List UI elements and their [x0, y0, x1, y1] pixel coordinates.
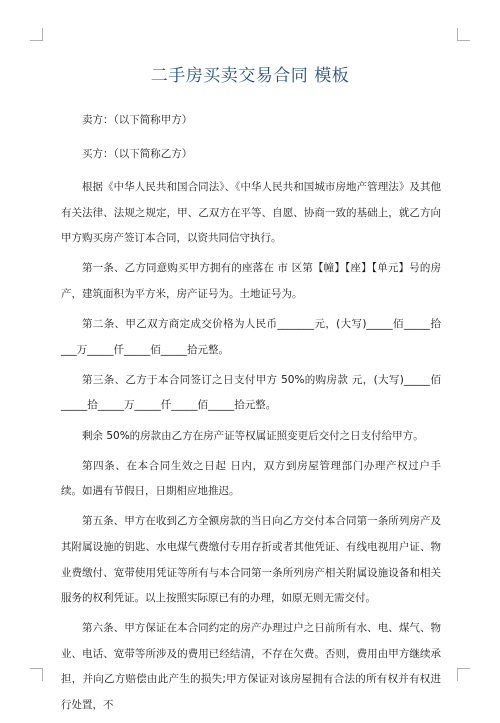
article-1: 第一条、乙方同意购买甲方拥有的座落在 市 区第【幢】【座】【单元】号的房产，建筑面积为平方米，房产证号为。土地证号为。	[61, 262, 441, 301]
crop-mark-top-left	[30, 28, 43, 41]
document-title: 二手房买卖交易合同 模板	[150, 66, 350, 86]
crop-mark-top-right	[457, 28, 470, 41]
article-3: 第三条、乙方于本合同签订之日支付甲方 50%的购房款 元，(大写)_____佰_____拾_____万_____仟_____佰_____拾元整。	[61, 373, 441, 412]
remaining-payment-paragraph: 剩余 50%的房款由乙方在房产证等权属证照变更后交付之日支付给甲方。	[82, 429, 424, 442]
crop-mark-bottom-right	[457, 668, 470, 681]
crop-mark-bottom-left	[30, 668, 43, 681]
document-body	[61, 108, 441, 723]
article-6: 第六条、甲方保证在本合同约定的房产办理过户之日前所有水、电、煤气、物业、电话、宽带等所涉及的费用已经结清，不存在欠费。否则，费用由甲方继续承担，并向乙方赔偿由此产生的损失;甲方保证对该房屋拥有合法的所有权并有权进行处置，不	[61, 622, 441, 711]
buyer-line: 买方：（以下简称乙方）	[82, 147, 193, 160]
article-2: 第二条、甲乙双方商定成交价格为人民币_______元，(大写)_____佰_____拾___万_____仟_____佰_____拾元整。	[61, 318, 441, 356]
article-4: 第四条、在本合同生效之日起 日内，双方到房屋管理部门办理产权过户手续。如遇有节假日，日期相应地推迟。	[61, 459, 441, 498]
article-5: 第五条、甲方在收到乙方全额房款的当日向乙方交付本合同第一条所列房产及其附属设施的钥匙、水电煤气费缴付专用存折或者其他凭证、有线电视用户证、物业费缴付、宽带使用凭证等所有与本合同第一条所列房产相关附属设施设备和相关服务的权利凭证。以上按照实际原已有的办理，如原无则无需交付。	[61, 515, 441, 605]
preamble-paragraph: 根据《中华人民共和国合同法》、《中华人民共和国城市房地产管理法》及其他有关法律、法规之规定，甲、乙双方在平等、自愿、协商一致的基础上，就乙方向甲方购买房产签订本合同，以资共同信守执行。	[61, 181, 441, 245]
seller-line: 卖方：（以下简称甲方）	[82, 114, 193, 126]
